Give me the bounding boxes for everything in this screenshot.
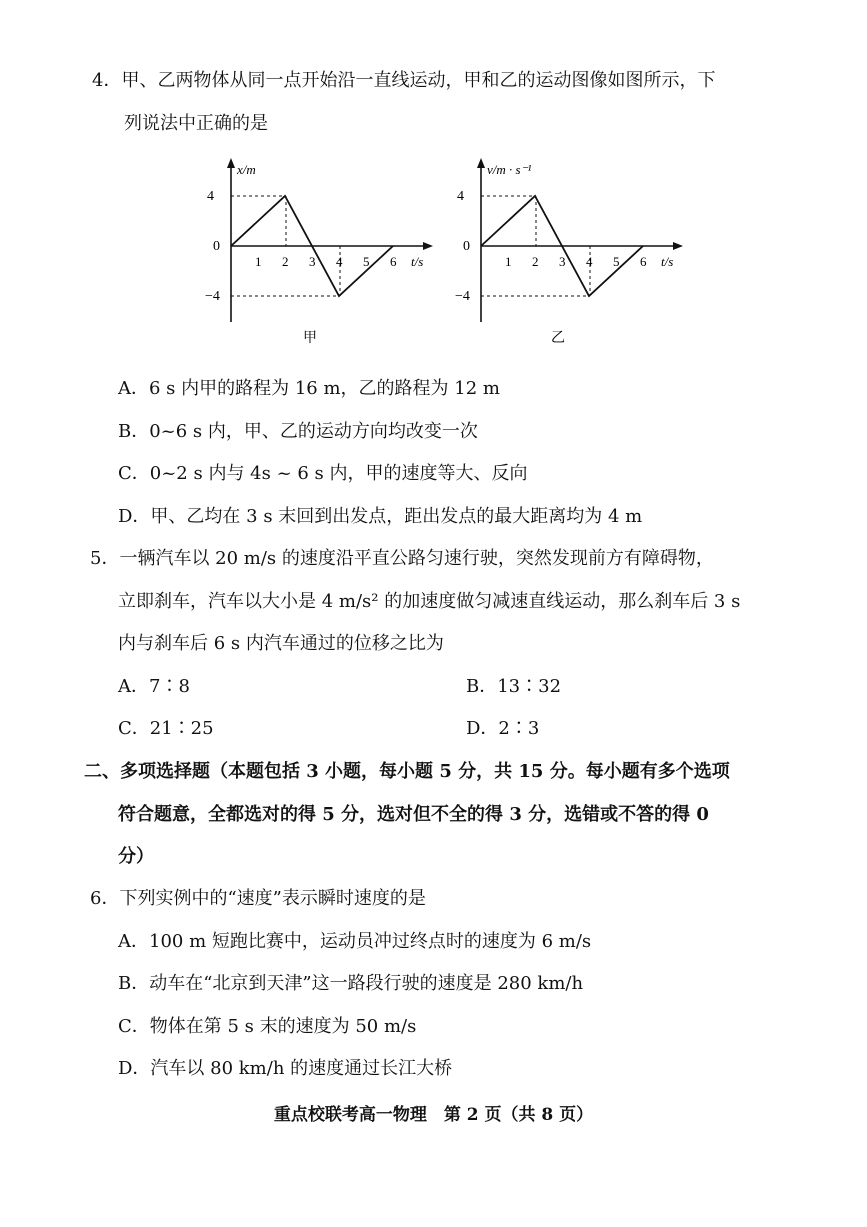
graph-left-caption: 甲: [303, 331, 317, 346]
xtick-2: 2: [282, 254, 289, 269]
graph-right-caption: 乙: [551, 331, 565, 346]
y-axis-arrow: [477, 158, 485, 168]
ytick-neg4: −4: [205, 289, 220, 304]
q5-stem-line3: 内与刹车后 6 s 内汽车通过的位移之比为: [118, 633, 444, 654]
xtick-6: 6: [390, 254, 397, 269]
x-axis-arrow: [423, 242, 433, 250]
q6-option-b: B．动车在“北京到天津”这一路段行驶的速度是 280 km/h: [118, 973, 584, 994]
x-axis-label: t/s: [661, 254, 674, 269]
q4-stem-line1: 4．甲、乙两物体从同一点开始沿一直线运动，甲和乙的运动图像如图所示，下: [92, 70, 716, 91]
xtick-5: 5: [613, 254, 620, 269]
q5-option-d: D．2∶3: [466, 718, 540, 739]
q6-stem: 6．下列实例中的“速度”表示瞬时速度的是: [90, 888, 426, 909]
ytick-4: 4: [207, 189, 214, 204]
xtick-2: 2: [532, 254, 539, 269]
q5-option-a: A．7∶8: [118, 676, 190, 697]
q5-stem-line1: 5．一辆汽车以 20 m/s 的速度沿平直公路匀速行驶，突然发现前方有障碍物，: [90, 548, 714, 569]
section2-line3: 分）: [118, 846, 154, 867]
page-footer: 重点校联考高一物理 第 2 页（共 8 页）: [273, 1105, 594, 1125]
section2-line1: 二、多项选择题（本题包括 3 小题，每小题 5 分，共 15 分。每小题有多个选项: [84, 761, 730, 782]
q6-option-a: A．100 m 短跑比赛中，运动员冲过终点时的速度为 6 m/s: [118, 931, 592, 952]
q6-option-c: C．物体在第 5 s 末的速度为 50 m/s: [118, 1016, 417, 1037]
ytick-0: 0: [213, 239, 220, 254]
q4-stem-line2: 列说法中正确的是: [124, 113, 268, 134]
xtick-1: 1: [505, 254, 512, 269]
ytick-4: 4: [457, 189, 464, 204]
y-axis-label: v/m · s⁻¹: [487, 162, 532, 177]
xtick-4: 4: [586, 254, 593, 269]
graph-left: [205, 150, 445, 350]
q4-option-c: C．0~2 s 内与 4s ~ 6 s 内，甲的速度等大、反向: [118, 463, 528, 484]
graph-right: [455, 150, 695, 350]
y-axis-label: x/m: [237, 162, 256, 177]
x-axis-arrow: [673, 242, 683, 250]
xtick-4: 4: [336, 254, 343, 269]
q4-option-a: A．6 s 内甲的路程为 16 m，乙的路程为 12 m: [118, 378, 500, 399]
xtick-3: 3: [559, 254, 566, 269]
q5-option-c: C．21∶25: [118, 718, 214, 739]
q6-option-d: D．汽车以 80 km/h 的速度通过长江大桥: [118, 1058, 453, 1079]
ytick-neg4: −4: [455, 289, 470, 304]
q4-option-d: D．甲、乙均在 3 s 末回到出发点，距出发点的最大距离均为 4 m: [118, 506, 643, 527]
xtick-6: 6: [640, 254, 647, 269]
q4-option-b: B．0~6 s 内，甲、乙的运动方向均改变一次: [118, 421, 478, 442]
xtick-5: 5: [363, 254, 370, 269]
xtick-3: 3: [309, 254, 316, 269]
xtick-1: 1: [255, 254, 262, 269]
q5-option-b: B．13∶32: [466, 676, 562, 697]
q5-stem-line2: 立即刹车，汽车以大小是 4 m/s² 的加速度做匀减速直线运动，那么刹车后 3 s: [118, 591, 741, 612]
x-axis-label: t/s: [411, 254, 424, 269]
section2-line2: 符合题意，全都选对的得 5 分，选对但不全的得 3 分，选错或不答的得 0: [118, 804, 709, 825]
ytick-0: 0: [463, 239, 470, 254]
y-axis-arrow: [227, 158, 235, 168]
